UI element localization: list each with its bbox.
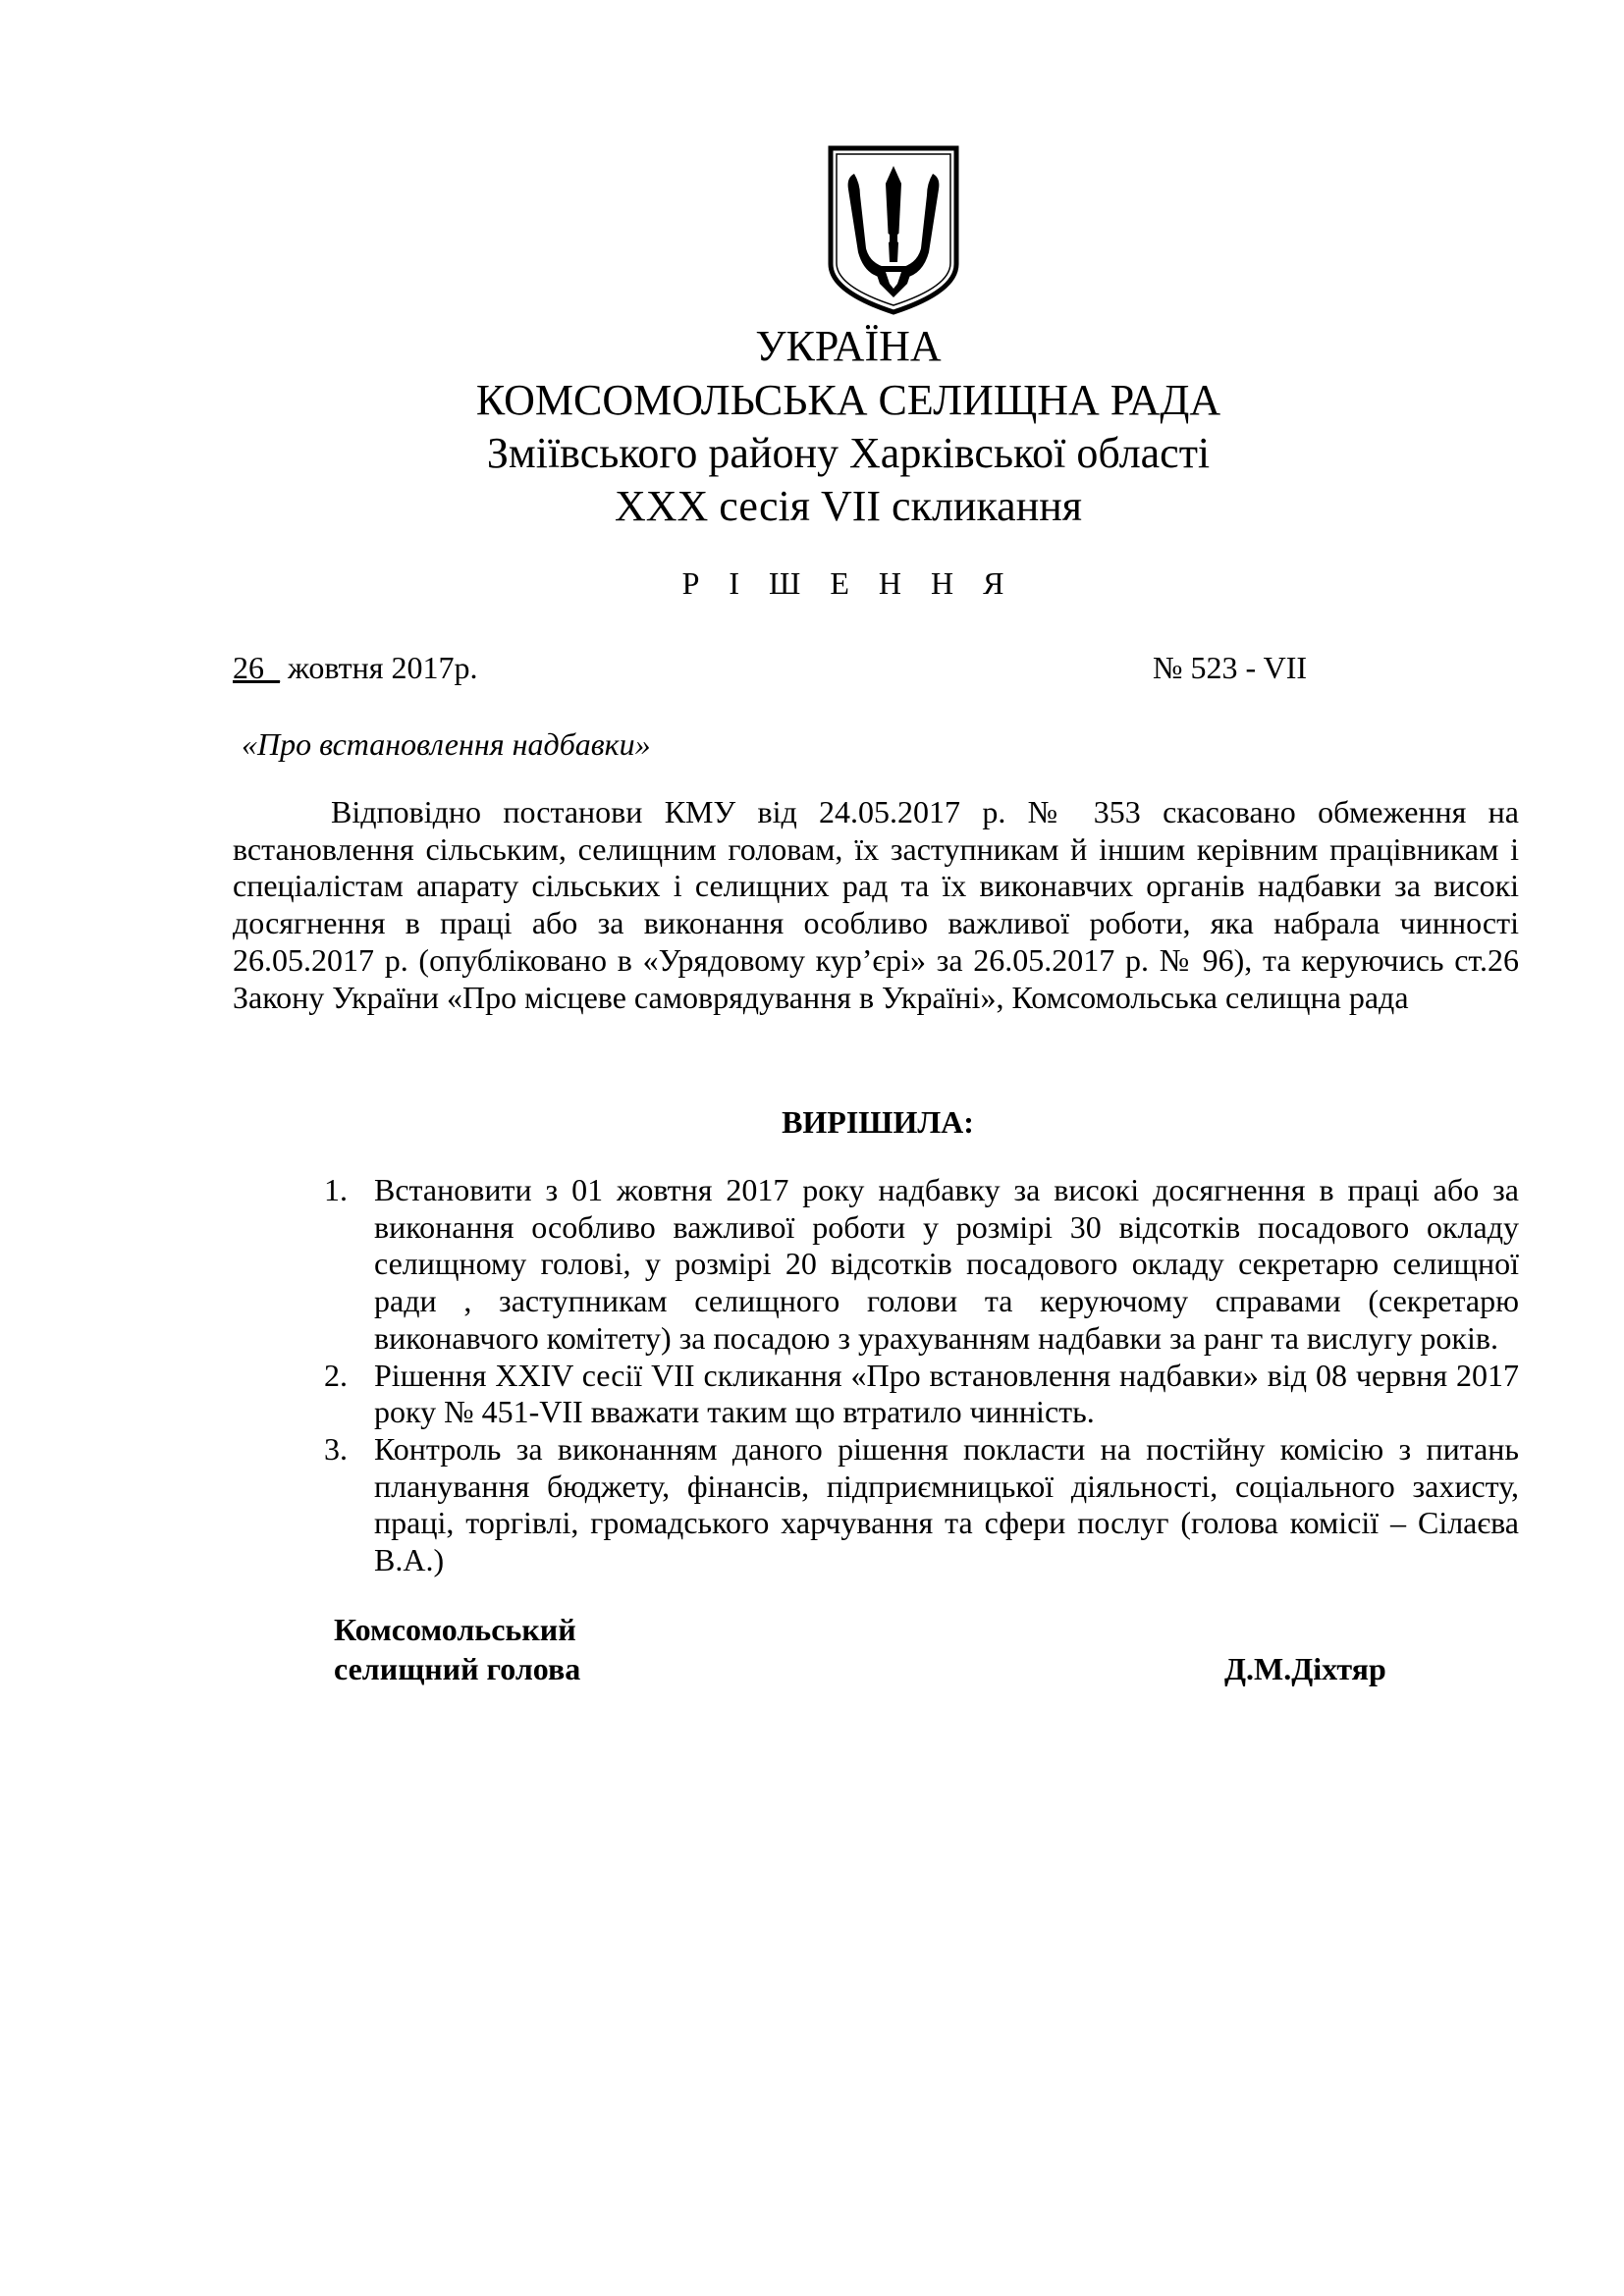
signatory-title-line2: селищний голова [334,1651,581,1686]
resolution-item-number: 2. [324,1357,348,1393]
resolved-heading: ВИРІШИЛА: [782,1104,974,1140]
resolution-item [324,1431,1519,1579]
decision-subject: «Про встановлення надбавки» [242,726,651,762]
resolution-item-text: Встановити з 01 жовтня 2017 року надбавку за високі досягнення в праці або за виконання особливо важливої роботи у розмірі 30 відсотків посадового окладу селищному голові, у розмірі 20 відсотків посадового окладу секретарю селищної ради , заступникам селищного голови та керуючому справами (секретарю виконавчого комітету) за посадою з урахуванням надбавки за ранг та вислугу років. [374,1172,1519,1356]
resolution-item [324,1172,1519,1358]
signatory-title-line1: Комсомольський [334,1612,576,1647]
trident-coat-of-arms-icon [825,144,962,316]
document-type-heading: Р І Ш Е Н Н Я [681,565,1015,601]
resolution-item [324,1358,1519,1431]
decision-date [233,648,477,687]
district-subtitle: Зміївського району Харківської області [486,429,1211,477]
resolution-items [324,1172,1519,1579]
signatory-title [334,1610,580,1688]
session-subtitle: XXX сесія VII скликання [614,482,1083,530]
council-title: КОМСОМОЛЬСЬКА СЕЛИЩНА РАДА [475,376,1221,424]
resolution-item-text: Рішення XXIV сесії VII скликання «Про встановлення надбавки» від 08 червня 2017 року № 451-VII вважати таким що втратило чинність. [374,1357,1519,1430]
preamble-paragraph: Відповідно постанови КМУ від 24.05.2017 р. № 353 скасовано обмеження на встановлення сільським, селищним головам, їх заступникам й іншим керівним працівникам і спеціалістам апарату сільських і селищних рад та їх виконавчих органів надбавки за високі досягнення в праці або за виконання особливо важливої роботи, яка набрала чинності 26.05.2017 р. (опубліковано в «Урядовому кур’єрі» за 26.05.2017 р. № 96), та керуючись ст.26 Закону України «Про місцеве самоврядування в Україні», Комсомольська селищна рада [233,794,1519,1015]
resolution-item-text: Контроль за виконанням даного рішення покласти на постійну комісію з питань планування бюджету, фінансів, підприємницької діяльності, соціального захисту, праці, торгівлі, громадського харчування та сфери послуг (голова комісії – Сілаєва В.А.) [374,1430,1519,1578]
decision-number: № 523 - VII [1153,650,1308,685]
resolution-item-number: 1. [324,1172,348,1207]
decision-date-day: 26_ [233,650,280,685]
country-title: УКРАЇНА [755,322,942,370]
signatory-name: Д.М.Діхтяр [1224,1651,1386,1686]
decision-date-month-year: жовтня 2017р. [280,650,478,685]
resolution-item-number: 3. [324,1430,348,1467]
